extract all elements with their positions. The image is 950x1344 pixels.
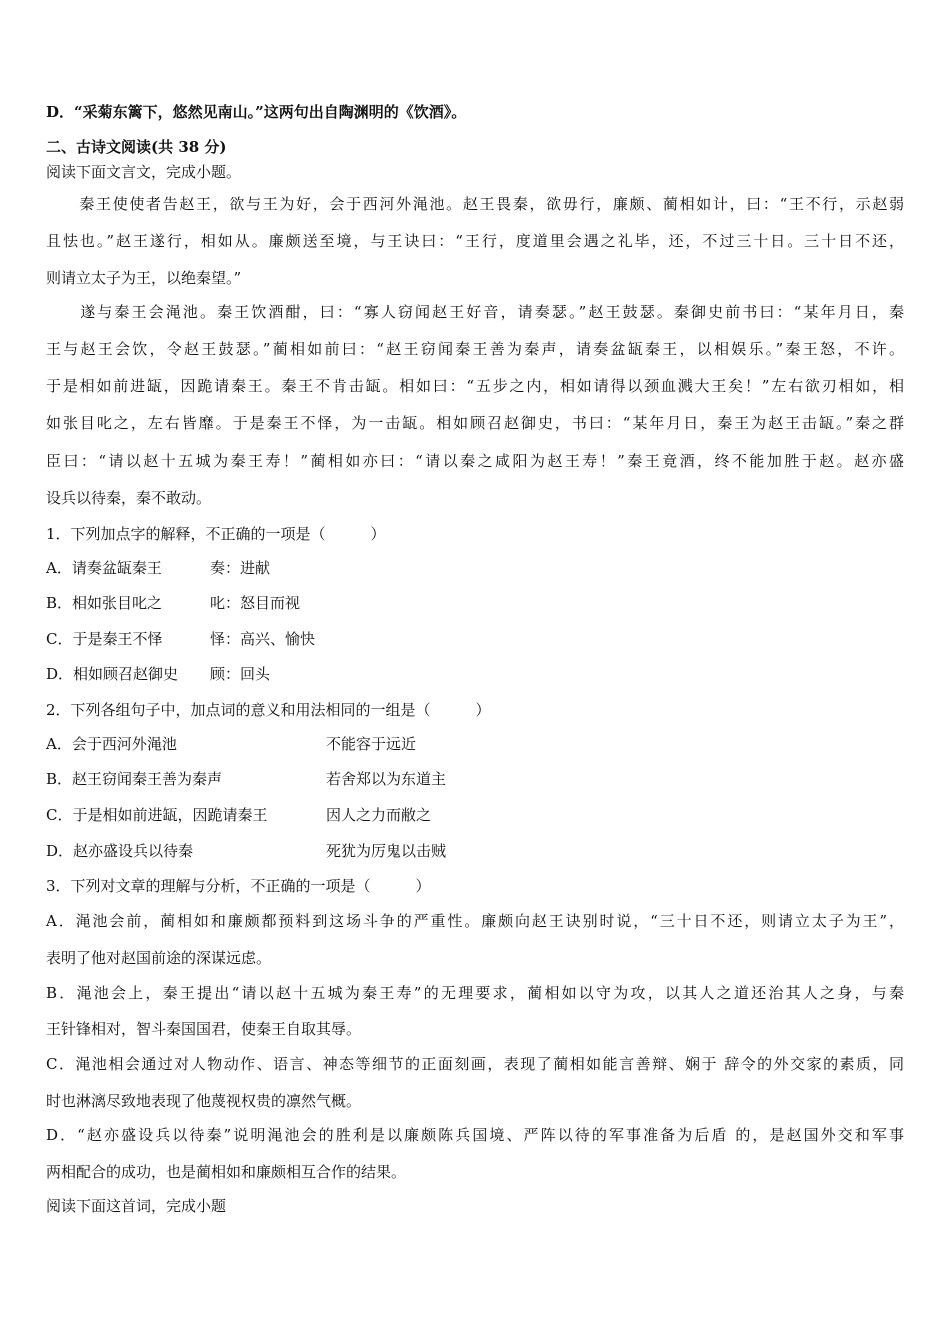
question-stem: 2．下列各组句子中，加点词的意义和用法相同的一组是（ ）	[46, 701, 491, 719]
passage-line: 遂与秦王会渑池。秦王饮酒酣，曰：“寡人窃闻赵王好音，请奏瑟。”赵王鼓瑟。秦御史前书曰：“某年月日，秦	[46, 303, 904, 321]
passage-line: 王与赵王会饮，令赵王鼓瑟。”蔺相如前曰：“赵王窃闻秦王善为秦声，请奏盆缻秦王，以相娱乐。”秦王怒，不许。	[46, 340, 904, 358]
option-gloss: 怿：高兴、愉快	[210, 630, 316, 648]
option-right: 不能容于远近	[326, 735, 417, 753]
option-d-statement: D．“采菊东篱下，悠然见南山。”这两句出自陶渊明的《饮酒》。	[46, 103, 467, 121]
passage-line: 且怯也。”赵王遂行，相如从。廉颇送至境，与王诀曰：“王行，度道里会遇之礼毕，还，不过三十日。三十日不还，	[46, 232, 904, 250]
option-left: A．会于西河外渑池	[46, 735, 177, 753]
option-line: 王针锋相对，智斗秦国国君，使秦王自取其辱。	[46, 1020, 362, 1038]
option-right: 因人之力而敝之	[326, 806, 432, 824]
option-line: A．渑池会前，蔺相如和廉颇都预料到这场斗争的严重性。廉颇向赵王诀别时说，“三十日不还，则请立太子为王”，	[46, 912, 904, 930]
reading-instruction: 阅读下面文言文，完成小题。	[46, 163, 242, 181]
option-left: B．赵王窃闻秦王善为秦声	[46, 770, 223, 788]
question-stem: 3．下列对文章的理解与分析，不正确的一项是（ ）	[46, 877, 431, 895]
option-gloss: 叱：怒目而视	[210, 594, 301, 612]
option-label: C．于是秦王不怿	[46, 630, 163, 648]
option-right: 死犹为厉鬼以击贼	[326, 842, 447, 860]
option-line: B．渑池会上，秦王提出“请以赵十五城为秦王寿”的无理要求，蔺相如以守为攻，以其人之道还治其人之身，与秦	[46, 984, 904, 1002]
option-line: C．渑池相会通过对人物动作、语言、神态等细节的正面刻画，表现了蔺相如能言善辩、娴于 辞令的外交家的素质，同	[46, 1055, 904, 1073]
option-label: A．请奏盆缻秦王	[46, 559, 162, 577]
option-label: D．相如顾召赵御史	[46, 665, 179, 683]
passage-line: 秦王使使者告赵王，欲与王为好，会于西河外渑池。赵王畏秦，欲毋行，廉颇、蔺相如计，曰：“王不行，示赵弱	[46, 195, 904, 213]
option-line: 两相配合的成功，也是蔺相如和廉颇相互合作的结果。	[46, 1163, 407, 1181]
passage-line: 臣曰：“请以赵十五城为秦王寿！”蔺相如亦曰：“请以秦之咸阳为赵王寿！”秦王竟酒，终不能加胜于赵。赵亦盛	[46, 452, 904, 470]
passage-line: 设兵以待秦，秦不敢动。	[46, 489, 212, 507]
option-gloss: 奏：进献	[210, 559, 271, 577]
passage-line: 如张目叱之，左右皆靡。于是秦王不怿，为一击缻。相如顾召赵御史，书曰：“某年月日，秦王为赵王击缻。”秦之群	[46, 414, 904, 432]
passage-line: 则请立太子为王，以绝秦望。”	[46, 269, 242, 287]
section-title: 二、古诗文阅读(共 38 分)	[46, 138, 227, 156]
passage-line: 于是相如前进缻，因跪请秦王。秦王不肯击缻。相如曰：“五步之内，相如请得以颈血溅大王矣！”左右欲刃相如，相	[46, 377, 904, 395]
option-gloss: 顾：回头	[210, 665, 271, 683]
option-left: D．赵亦盛设兵以待秦	[46, 842, 194, 860]
option-line: 时也淋漓尽致地表现了他蔑视权贵的凛然气概。	[46, 1092, 362, 1110]
option-line: D．“赵亦盛设兵以待秦”说明渑池会的胜利是以廉颇陈兵国境、严阵以待的军事准备为后盾 的，是赵国外交和军事	[46, 1126, 904, 1144]
option-right: 若舍郑以为东道主	[326, 770, 447, 788]
option-line: 表明了他对赵国前途的深谋远虑。	[46, 949, 272, 967]
reading-instruction: 阅读下面这首词，完成小题	[46, 1197, 227, 1215]
question-stem: 1．下列加点字的解释，不正确的一项是（ ）	[46, 525, 386, 543]
option-left: C．于是相如前进缻，因跪请秦王	[46, 806, 268, 824]
option-label: B．相如张目叱之	[46, 594, 163, 612]
